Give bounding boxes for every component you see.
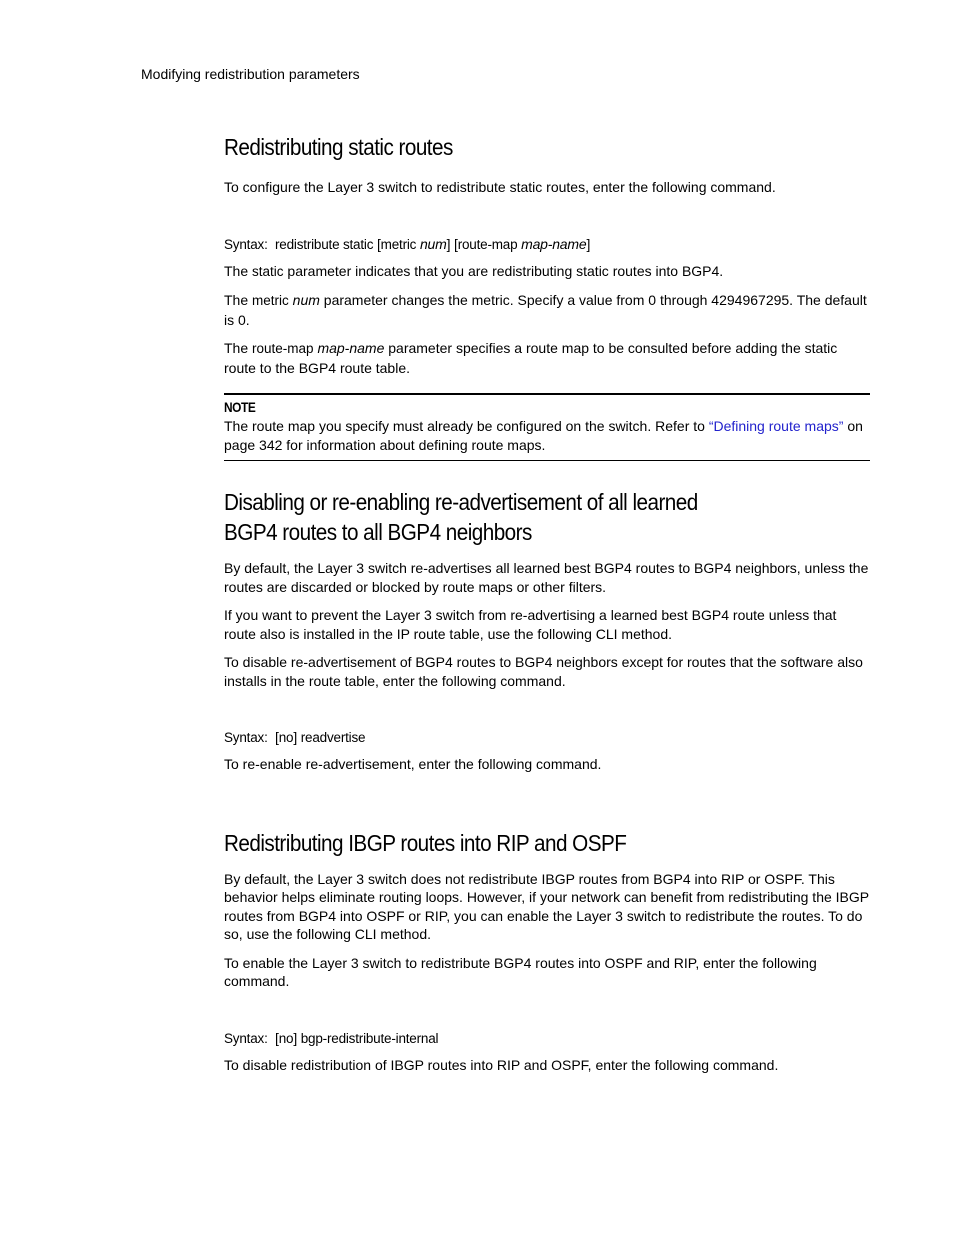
text: The	[224, 340, 249, 356]
text: The	[224, 262, 249, 279]
bracket: ]	[586, 235, 591, 252]
paragraph-route-map-param	[224, 339, 870, 377]
syntax-label: Syntax:	[224, 236, 268, 252]
text: The route map you specify must already be configured on the switch. Refer to	[224, 418, 705, 434]
syntax-command: bgp-redistribute-internal	[300, 1030, 439, 1046]
text: on page 342 for information about defining route maps.	[224, 418, 863, 453]
syntax-keyword-metric: metric	[380, 236, 417, 252]
paragraph-reenable: To re-enable re-advertisement, enter the following command.	[224, 756, 602, 772]
keyword-metric: metric	[252, 293, 289, 308]
syntax-readvertise	[224, 728, 870, 747]
section-heading-ibgp-redistribute: Redistributing IBGP routes into RIP and OSPF	[224, 829, 627, 856]
section-heading-readvertise	[224, 487, 872, 547]
text: parameter indicates that you are redistributing static routes into BGP4.	[287, 262, 724, 279]
bracket: [	[275, 1029, 279, 1046]
syntax-param-map-name: map-name	[521, 235, 587, 252]
heading-line: Disabling or re-enabling re-advertisement of all learned	[224, 489, 698, 515]
heading-line: BGP4 routes to all BGP4 neighbors	[224, 519, 532, 545]
bracket: ]	[293, 1029, 298, 1046]
syntax-command: readvertise	[300, 730, 366, 745]
paragraph-readvertise-disable: To disable re-advertisement of BGP4 routes to BGP4 neighbors except for routes that the software also installs in the route table, enter the following command.	[224, 654, 863, 689]
note-text	[224, 417, 870, 454]
param-map-name: map-name	[317, 340, 385, 356]
intro-static-routes: To configure the Layer 3 switch to redistribute static routes, enter the following command.	[224, 179, 776, 195]
param-num: num	[292, 292, 320, 308]
note-box	[224, 393, 870, 461]
section-heading-static-routes: Redistributing static routes	[224, 134, 453, 160]
bracket: ]	[293, 729, 298, 745]
paragraph-readvertise-default: By default, the Layer 3 switch re-advertises all learned best BGP4 routes to BGP4 neighbors, unless the routes are discarded or blocked by route maps or other filters.	[224, 560, 869, 595]
text: parameter specifies a route map to be consulted before adding the static route to the BGP4 route table.	[224, 340, 838, 376]
keyword-route-map: route-map	[252, 341, 314, 356]
running-header: Modifying redistribution parameters	[141, 66, 360, 82]
keyword-static: static	[252, 263, 284, 279]
paragraph-metric-param	[224, 291, 870, 329]
note-title: NOTE	[224, 399, 256, 415]
text: parameter changes the metric. Specify a value from 0 through 4294967295. The default is 0.	[224, 292, 867, 328]
bracket: [	[376, 235, 381, 252]
syntax-label: Syntax:	[224, 730, 268, 745]
paragraph-ibgp-default: By default, the Layer 3 switch does not redistribute IBGP routes from BGP4 into RIP or OSPF. This behavior helps eliminate routing loops. However, if your network can benefit from redistributing the IBGP routes from BGP4 into OSPF or RIP, you can enable the Layer 3 switch to redistribute the routes. To do so, use the following CLI method.	[224, 870, 869, 942]
syntax-param-num: num	[419, 235, 447, 252]
syntax-keyword-route-map: route-map	[457, 236, 518, 252]
text: The	[224, 292, 249, 308]
syntax-keyword-no: no	[278, 730, 294, 745]
page-content	[224, 132, 870, 1074]
syntax-keyword-no: no	[278, 1030, 294, 1046]
paragraph-static-param	[224, 262, 870, 282]
link-defining-route-maps[interactable]: “Defining route maps”	[708, 418, 844, 434]
paragraph-ibgp-enable: To enable the Layer 3 switch to redistribute BGP4 routes into OSPF and RIP, enter the following command.	[224, 954, 817, 989]
paragraph-readvertise-prevent: If you want to prevent the Layer 3 switch from re-advertising a learned best BGP4 route unless that route also is installed in the IP route table, use the following CLI method.	[224, 607, 837, 642]
paragraph-ibgp-disable: To disable redistribution of IBGP routes into RIP and OSPF, enter the following command.	[224, 1056, 779, 1073]
bracket: [	[453, 235, 458, 252]
bracket: ]	[446, 235, 451, 252]
syntax-redistribute-static	[224, 235, 870, 254]
syntax-command: redistribute static	[275, 236, 374, 252]
bracket: [	[275, 729, 279, 745]
syntax-bgp-redistribute-internal	[224, 1029, 870, 1048]
syntax-label: Syntax:	[224, 1030, 268, 1046]
